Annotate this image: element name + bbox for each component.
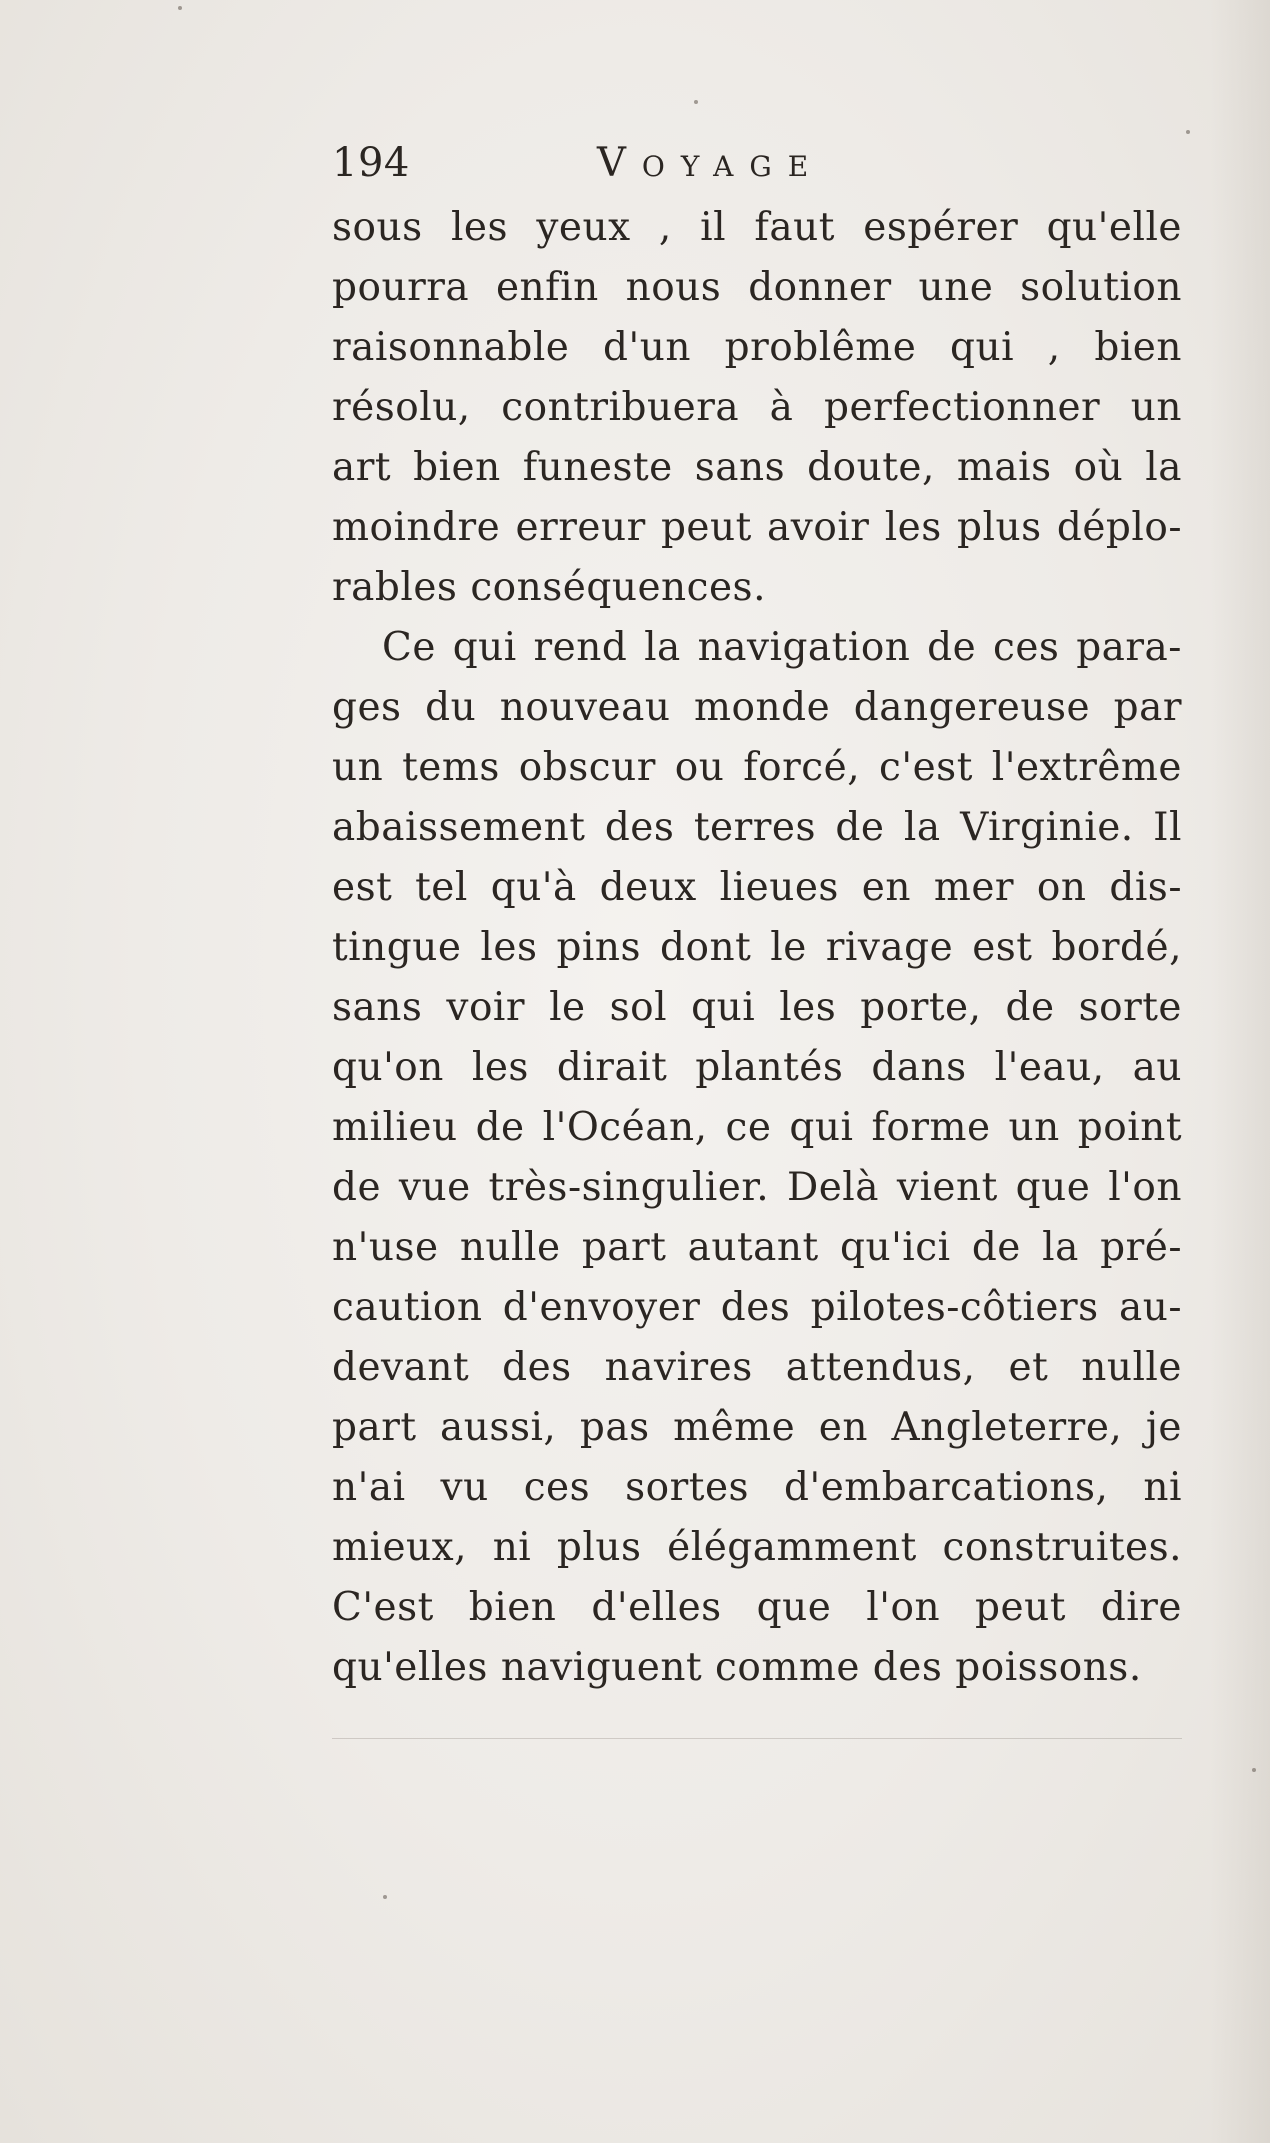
text-line: art bien funeste sans doute, mais où la xyxy=(332,445,1182,490)
text-line: de vue très-singulier. Delà vient que l'on xyxy=(332,1165,1182,1210)
text-line: raisonnable d'un problême qui , bien xyxy=(332,325,1182,370)
text-line: devant des navires attendus, et nulle xyxy=(332,1345,1182,1390)
text-line: mieux, ni plus élégamment construites. xyxy=(332,1525,1182,1570)
text-line: moindre erreur peut avoir les plus déplo- xyxy=(332,505,1182,550)
text-line: C'est bien d'elles que l'on peut dire xyxy=(332,1585,1182,1630)
page-number: 194 xyxy=(332,140,410,186)
text-line: n'ai vu ces sortes d'embarcations, ni xyxy=(332,1465,1182,1510)
page-edge-shadow xyxy=(1210,0,1270,2143)
text-line: pourra enfin nous donner une solution xyxy=(332,265,1182,310)
show-through-rule xyxy=(332,1738,1182,1739)
text-line: sous les yeux , il faut espérer qu'elle xyxy=(332,205,1182,250)
paper-speck xyxy=(1252,1768,1256,1772)
text-line: abaissement des terres de la Virginie. Il xyxy=(332,805,1182,850)
text-line: rables conséquences. xyxy=(332,565,766,610)
paper-speck xyxy=(1186,130,1190,134)
page-header xyxy=(332,140,1182,198)
text-line: qu'on les dirait plantés dans l'eau, au xyxy=(332,1045,1182,1090)
text-line: sans voir le sol qui les porte, de sorte xyxy=(332,985,1182,1030)
paper-speck xyxy=(383,1895,387,1899)
page-text xyxy=(332,140,1182,1698)
text-line: est tel qu'à deux lieues en mer on dis- xyxy=(332,865,1182,910)
text-line: n'use nulle part autant qu'ici de la pré- xyxy=(332,1225,1182,1270)
text-line: part aussi, pas même en Angleterre, je xyxy=(332,1405,1182,1450)
text-line: milieu de l'Océan, ce qui forme un point xyxy=(332,1105,1182,1150)
paragraph-1 xyxy=(332,198,1182,618)
text-line: Ce qui rend la navigation de ces para- xyxy=(382,625,1182,670)
paper-speck xyxy=(178,6,182,10)
paper-speck xyxy=(694,100,698,104)
text-line: tingue les pins dont le rivage est bordé, xyxy=(332,925,1182,970)
text-line: résolu, contribuera à perfectionner un xyxy=(332,385,1182,430)
text-line: un tems obscur ou forcé, c'est l'extrême xyxy=(332,745,1182,790)
running-head: Voyage xyxy=(597,140,825,186)
text-line: ges du nouveau monde dangereuse par xyxy=(332,685,1182,730)
text-line: qu'elles naviguent comme des poissons. xyxy=(332,1645,1142,1690)
paragraph-2 xyxy=(332,618,1182,1698)
text-line: caution d'envoyer des pilotes-côtiers au- xyxy=(332,1285,1182,1330)
